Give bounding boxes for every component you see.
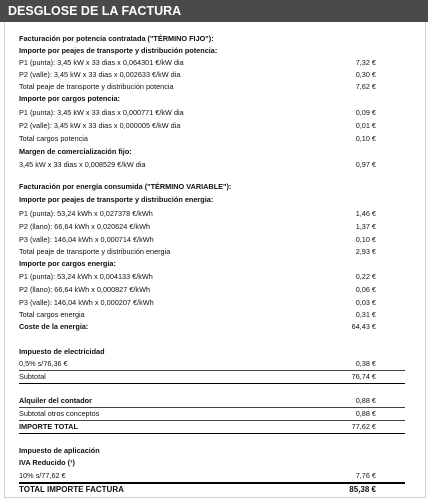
energy-charges-header: Importe por cargos energia:: [19, 259, 116, 268]
energy-toll-total-row: Total peaje de transporte y distribución energia 2,93 €: [19, 247, 376, 256]
energy-charges-total-row: Total cargos energia 0,31 €: [19, 310, 376, 319]
importe-total-row: IMPORTE TOTAL 77,62 €: [19, 422, 376, 431]
power-toll-p1-row: P1 (punta): 3,45 kW x 33 dias x 0,064301 €/kW dia 7,32 €: [19, 58, 376, 67]
fixed-term-header: Facturación por potencia contratada ("TÉRMINO FIJO"):: [19, 34, 214, 43]
power-charges-total-row: Total cargos potencia 0,10 €: [19, 134, 376, 143]
power-charge-p2-row: P2 (valle): 3,45 kW x 33 dias x 0,000005 €/kW dia 0,01 €: [19, 121, 376, 130]
importe-total-bottom-rule: [19, 433, 405, 434]
invoice-breakdown-panel: [4, 22, 426, 498]
applied-tax-header: Impuesto de aplicación: [19, 446, 100, 455]
vat-row: 10% s/77,62 € 7,76 €: [19, 471, 376, 480]
power-charge-p1-row: P1 (punta): 3,45 kW x 33 dias x 0,000771 €/kW dia 0,09 €: [19, 108, 376, 117]
subtotal-bottom-rule: [19, 383, 405, 384]
power-charges-header: Importe por cargos potencia:: [19, 94, 120, 103]
invoice-breakdown-title: DESGLOSE DE LA FACTURA: [0, 0, 428, 22]
energy-toll-p2-row: P2 (llano): 66,64 kWh x 0,020624 €/kWh 1,37 €: [19, 222, 376, 231]
energy-tolls-header: Importe por peajes de transporte y distribución energia:: [19, 195, 214, 204]
energy-charge-p1-row: P1 (punta): 53,24 kWh x 0,004133 €/kWh 0,22 €: [19, 272, 376, 281]
variable-term-header: Facturación por energía consumida ("TÉRMINO VARIABLE"):: [19, 182, 232, 191]
vat-header: IVA Reducido (¹): [19, 458, 75, 467]
power-tolls-header: Importe por peajes de transporte y distribución potencia:: [19, 46, 218, 55]
subtotal-row: Subtotal 76,74 €: [19, 372, 376, 381]
power-toll-p2-row: P2 (valle): 3,45 kW x 33 dias x 0,002633 €/kW dia 0,30 €: [19, 70, 376, 79]
fixed-margin-row: 3,45 kW x 33 dias x 0,008529 €/kW dia 0,97 €: [19, 160, 376, 169]
energy-charge-p2-row: P2 (llano): 66,64 kWh x 0,000827 €/kWh 0,06 €: [19, 285, 376, 294]
fixed-margin-header: Margen de comercialización fijo:: [19, 147, 132, 156]
other-concepts-subtotal-row: Subtotal otros conceptos 0,88 €: [19, 409, 376, 418]
grand-total-row: TOTAL IMPORTE FACTURA 85,38 €: [19, 485, 376, 494]
energy-toll-p3-row: P3 (valle): 146,04 kWh x 0,000714 €/kWh 0,10 €: [19, 235, 376, 244]
energy-toll-p1-row: P1 (punta): 53,24 kWh x 0,027378 €/kWh 1,46 €: [19, 209, 376, 218]
power-toll-total-row: Total peaje de transporte y distribución potencia 7,62 €: [19, 82, 376, 91]
energy-cost-row: Coste de la energia: 64,43 €: [19, 322, 376, 331]
energy-charge-p3-row: P3 (valle): 146,04 kWh x 0,000207 €/kWh 0,03 €: [19, 298, 376, 307]
electricity-tax-row: 0,5% s/76,36 € 0,38 €: [19, 359, 376, 368]
electricity-tax-header: Impuesto de electricidad: [19, 347, 105, 356]
meter-rental-row: Alquiler del contador 0,88 €: [19, 396, 376, 405]
